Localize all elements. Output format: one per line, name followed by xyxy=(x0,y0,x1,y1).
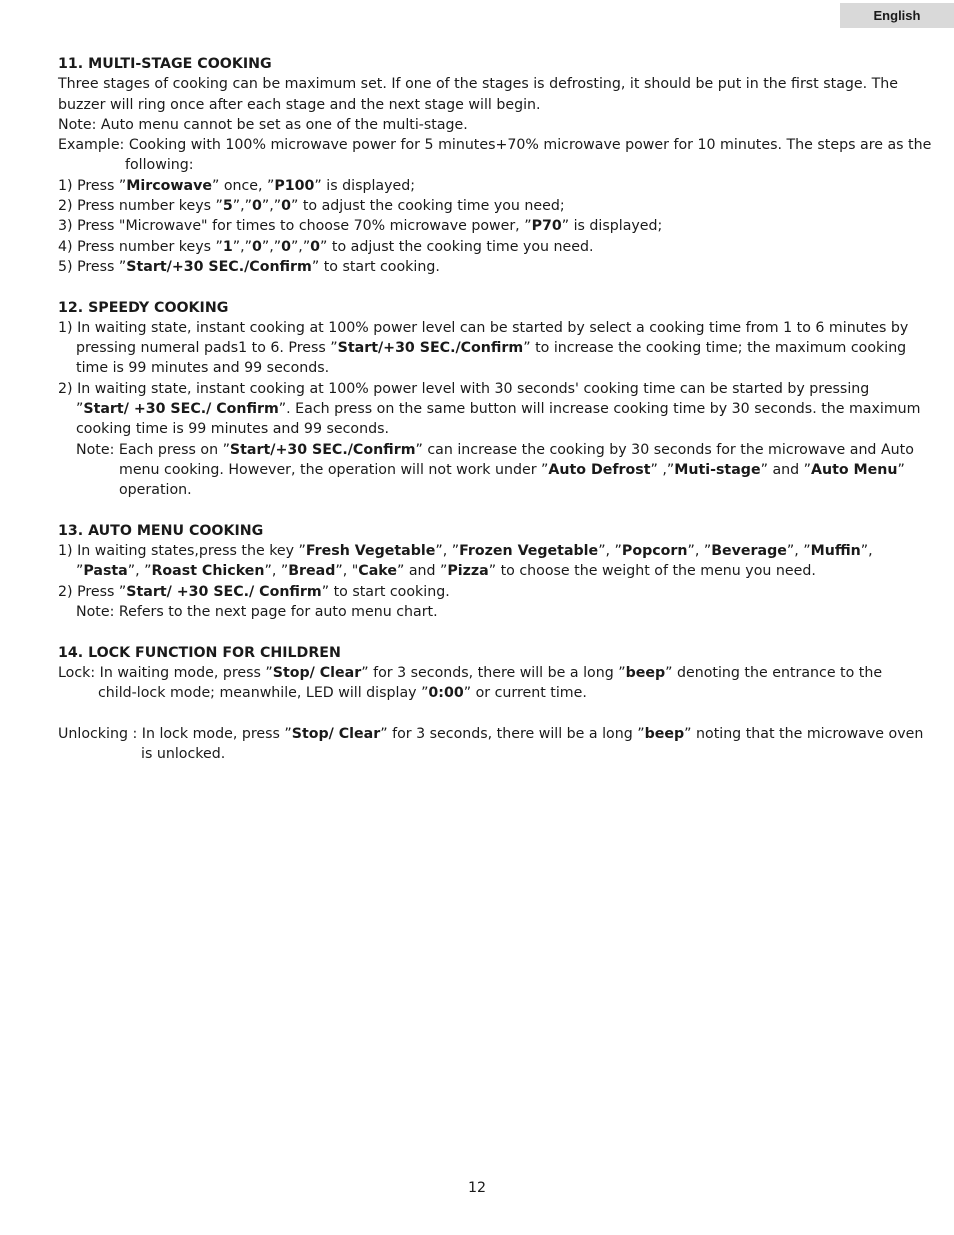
lock-instruction-continued: child-lock mode; meanwhile, LED will display ”0:00” or current time. xyxy=(98,685,587,702)
list-item-continued: ”Start/ +30 SEC./ Confirm”. Each press on the same button will increase cooking time by 30 seconds. the maximum xyxy=(76,401,921,418)
page-content xyxy=(58,54,932,764)
list-item: 2) Press ”Start/ +30 SEC./ Confirm” to start cooking. xyxy=(58,583,450,600)
section-title-auto-menu: 13. AUTO MENU COOKING xyxy=(58,522,264,539)
paragraph: Three stages of cooking can be maximum set. If one of the stages is defrosting, it should be put in the first stage. The xyxy=(58,76,899,93)
list-item-continued: pressing numeral pads1 to 6. Press ”Start/+30 SEC./Confirm” to increase the cooking time; the maximum cooking xyxy=(76,340,907,357)
note: Note: Auto menu cannot be set as one of the multi-stage. xyxy=(58,116,468,133)
step-5: 5) Press ”Start/+30 SEC./Confirm” to start cooking. xyxy=(58,258,440,275)
note: Note: Each press on ”Start/+30 SEC./Confirm” can increase the cooking by 30 seconds for the microwave and Auto xyxy=(76,441,914,458)
list-item-continued: time is 99 minutes and 99 seconds. xyxy=(76,360,330,377)
note-continued: operation. xyxy=(119,482,192,499)
section-title-speedy-cooking: 12. SPEEDY COOKING xyxy=(58,299,229,316)
list-item-continued: cooking time is 99 minutes and 99 seconds. xyxy=(76,421,389,438)
example: Example: Cooking with 100% microwave power for 5 minutes+70% microwave power for 10 minutes. The steps are as the xyxy=(58,137,932,154)
list-item: 1) In waiting states,press the key ”Fresh Vegetable”, ”Frozen Vegetable”, ”Popcorn”, ”Beverage”, ”Muffin”, xyxy=(58,543,873,560)
lock-instruction: Lock: In waiting mode, press ”Stop/ Clear” for 3 seconds, there will be a long ”beep” denoting the entrance to the xyxy=(58,664,883,681)
list-item: 1) In waiting state, instant cooking at 100% power level can be started by select a cooking time from 1 to 6 minutes by xyxy=(58,319,909,336)
list-item-continued: ”Pasta”, ”Roast Chicken”, ”Bread”, "Cake” and ”Pizza” to choose the weight of the menu you need. xyxy=(76,563,816,580)
unlock-instruction: Unlocking : In lock mode, press ”Stop/ Clear” for 3 seconds, there will be a long ”beep” noting that the microwave oven xyxy=(58,725,924,742)
unlock-instruction-continued: is unlocked. xyxy=(141,746,226,763)
example-continued: following: xyxy=(125,157,194,174)
note-continued: menu cooking. However, the operation will not work under ”Auto Defrost” ,”Muti-stage” and ”Auto Menu” xyxy=(119,461,905,478)
page-number: 12 xyxy=(467,1180,487,1196)
step-4: 4) Press number keys ”1”,”0”,”0”,”0” to adjust the cooking time you need. xyxy=(58,238,594,255)
note: Note: Refers to the next page for auto menu chart. xyxy=(76,604,438,621)
step-2: 2) Press number keys ”5”,”0”,”0” to adjust the cooking time you need; xyxy=(58,198,565,215)
section-title-multi-stage: 11. MULTI-STAGE COOKING xyxy=(58,56,272,72)
step-3: 3) Press "Microwave" for times to choose 70% microwave power, ”P70” is displayed; xyxy=(58,218,663,235)
paragraph: buzzer will ring once after each stage and the next stage will begin. xyxy=(58,96,541,113)
step-1: 1) Press ”Mircowave” once, ”P100” is displayed; xyxy=(58,177,416,194)
section-title-child-lock: 14. LOCK FUNCTION FOR CHILDREN xyxy=(58,644,341,661)
list-item: 2) In waiting state, instant cooking at 100% power level with 30 seconds' cooking time can be started by pressing xyxy=(58,380,870,397)
language-tab: English xyxy=(840,3,954,28)
